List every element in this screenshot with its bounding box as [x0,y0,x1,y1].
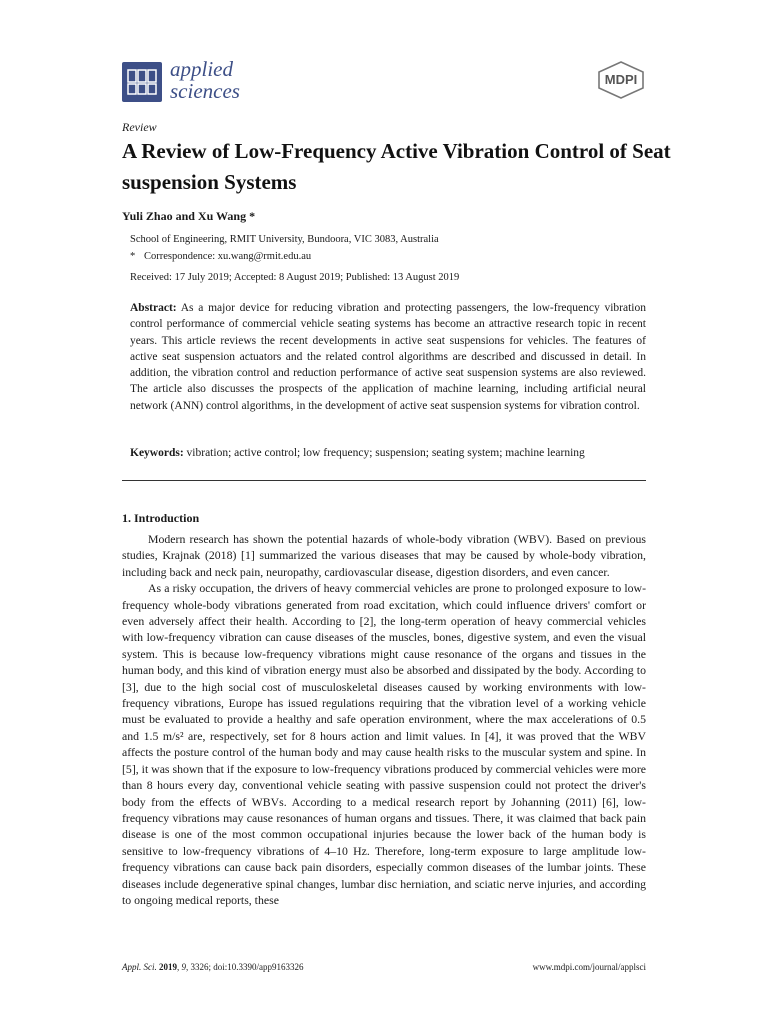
journal-logo [122,57,292,106]
article-type: Review [122,120,157,134]
journal-logo-icon [122,62,162,102]
keywords-label: Keywords: [130,447,184,459]
journal-url[interactable]: www.mdpi.com/journal/applsci [532,962,646,972]
divider [122,480,646,481]
journal-name-line1: applied [170,57,233,81]
keywords-text: vibration; active control; low frequency; suspension; seating system; machine learning [186,447,585,459]
abstract-label: Abstract: [130,302,177,314]
citation-footer: Appl. Sci. 2019, 9, 3326; doi:10.3390/app9163326 [122,962,304,972]
section-heading: 1. Introduction [122,511,200,525]
paragraph: Modern research has shown the potential hazards of whole-body vibration (WBV). Based on previous studies, Krajnak (2018) [1] summarized the various diseases that may be caused by whole-body vibration, including back and neck pain, neuropathy, cardiovascular disease, digestion disorders, and even cancer. [122,532,646,579]
article-title: A Review of Low-Frequency Active Vibration Control of Seat suspension Systems [122,139,671,194]
keywords [130,447,646,459]
publication-dates: Received: 17 July 2019; Accepted: 8 August 2019; Published: 13 August 2019 [130,272,460,283]
publisher-name: MDPI [604,72,638,87]
paragraph: As a risky occupation, the drivers of heavy commercial vehicles are prone to prolonged exposure to low-frequency whole-body vibrations generated from road excitation, which could influence drivers' comfort or even adversely affect their health. According to [2], the long-term operation of heavy commercial vehicles with low-frequency vibration can cause diseases of the muscles, bones, digestive system, and even the visual system. This is because low-frequency vibrations might cause resonance of the organs and tissues in the human body, and this kind of vibration energy must also be absorbed and dissipated by the body. According to [3], due to the high social cost of musculoskeletal diseases caused by working environments with low-frequency vibrations, Europe has issued regulations requiring that the vibration level of a working vehicle must be evaluated to provide a healthy and safe operation environment, where the max accelerations of 0.5 and 1.5 m/s² are, respectively, set for 8 hours action and limit values. In [4], it was proved that the WBV affects the posture control of the human body and may cause health risks to the muscular system and spine. In [5], it was shown that if the exposure to low-frequency vibrations produced by commercial vehicles were more than 8 hours every day, conventional vehicle seating with passive suspension could not protect the driver's body from the effects of WBVs. According to a medical research report by Johanning (2011) [6], low-frequency vibrations may cause resonances of human organs and tissues. There, it was claimed that back pain disease is one of the most common occupational injuries because the lower back of the human body is sensitive to low-frequency vibrations of 4–10 Hz. Therefore, long-term exposure to large amplitude low-frequency vibrations can cause back pain disorders, especially common diseases of the lumbar joints. These diseases include degenerative spinal changes, lumbar disc herniation, and sciatic nerve injuries, and according to ongoing medical reports, these [122,581,646,907]
correspondence-text: Correspondence: xu.wang@rmit.edu.au [144,251,312,262]
author-affiliation: School of Engineering, RMIT University, Bundoora, VIC 3083, Australia [130,234,439,245]
section-body [122,531,646,908]
publisher-logo [596,60,646,100]
correspondence [130,251,311,262]
abstract-text: As a major device for reducing vibration and protecting passengers, the low-frequency vibration control performance of commercial vehicle seating systems has become an attractive research topic in recent years. This article reviews the recent developments in active seat suspensions for vehicles. The features of active seat suspension actuators and the related control algorithms are described and discussed in detail. In addition, the vibration control and reduction performance of active seat suspension systems are also reviewed. The article also discusses the prospects of the application of machine learning, including artificial neural network (ANN) control algorithms, in the development of active seat suspension systems for vibration control. [130,302,646,412]
footer-doi: , 3326; doi:10.3390/app9163326 [186,962,304,972]
footer-volume: 9 [181,962,186,972]
journal-name-line2: sciences [170,79,240,103]
correspondence-mark: * [130,251,136,262]
footer-journal: Appl. Sci. [122,962,157,972]
article-authors: Yuli Zhao and Xu Wang * [122,209,256,223]
footer-year: 2019 [159,962,177,972]
abstract [130,300,646,414]
